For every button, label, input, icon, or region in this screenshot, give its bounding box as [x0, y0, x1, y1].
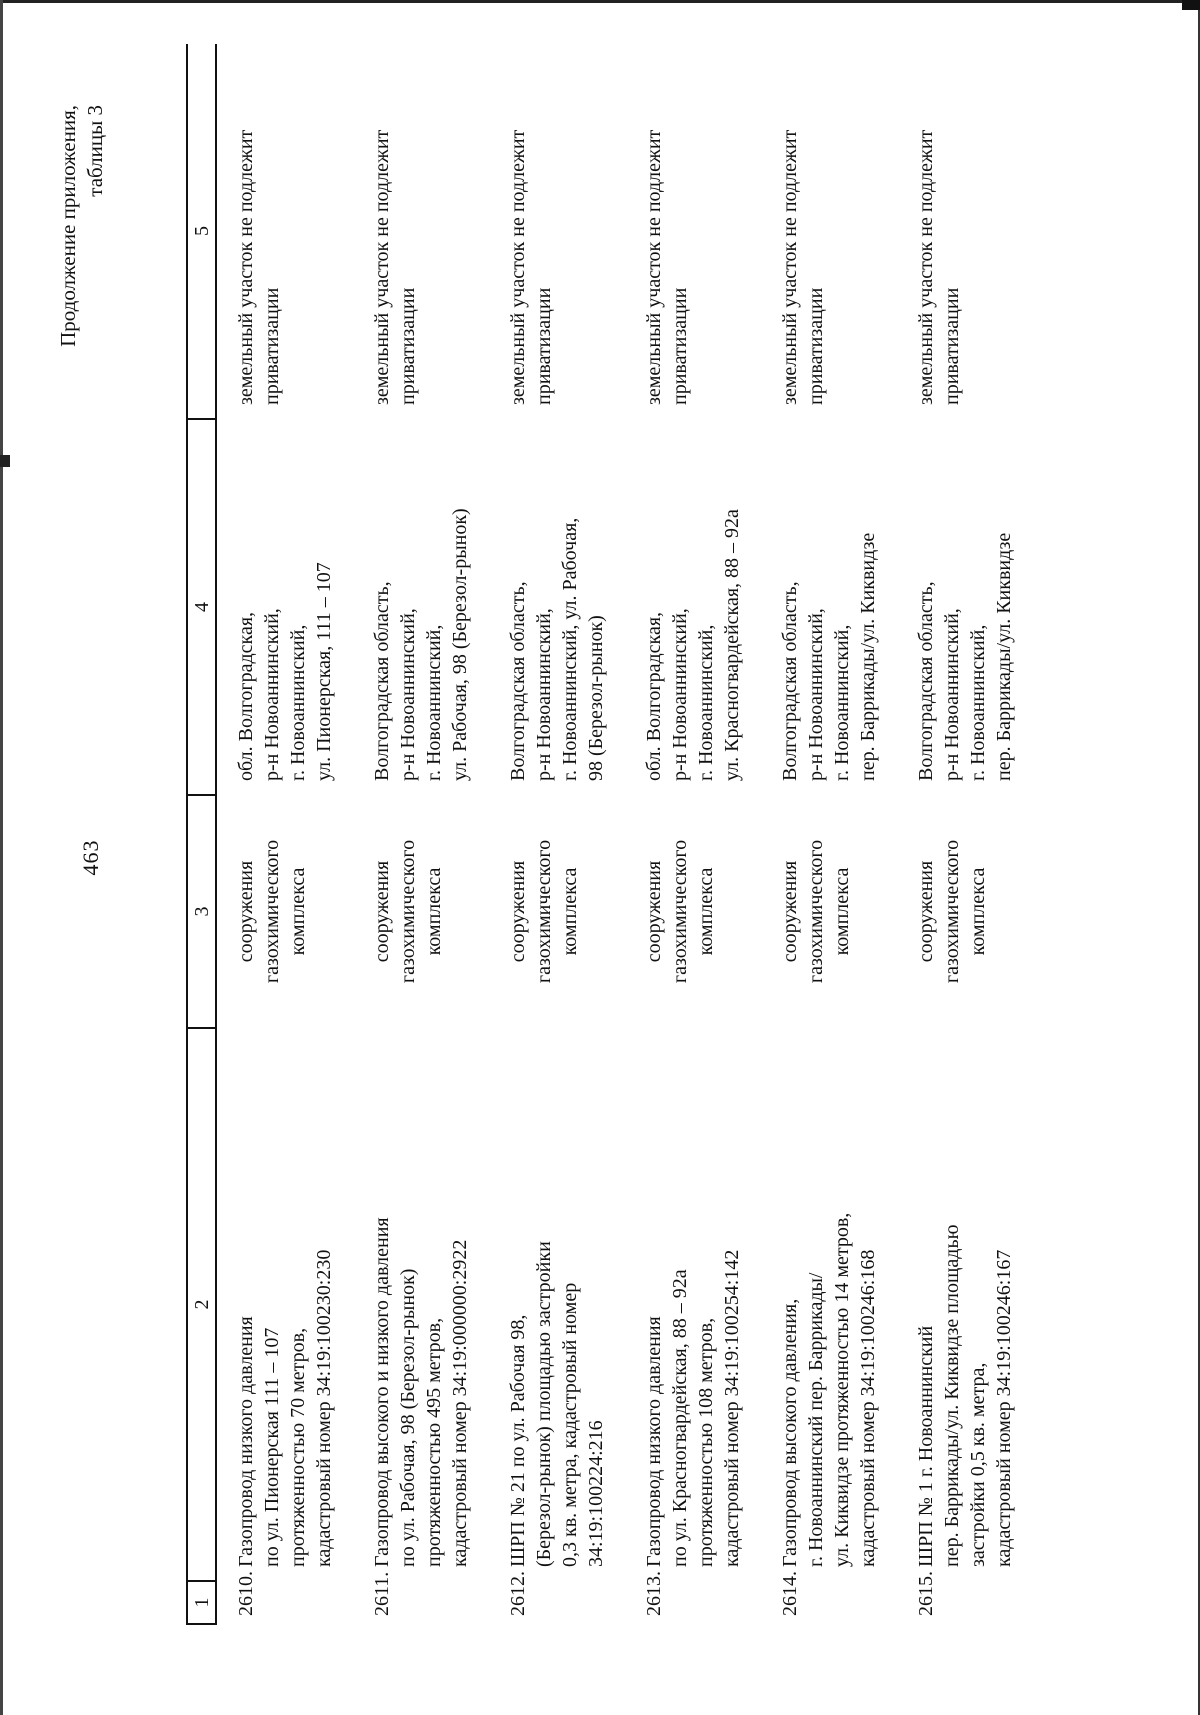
note-line: земельный участок не подлежит: [779, 129, 801, 405]
object-name-line: Газопровод низкого давления: [643, 1316, 665, 1567]
address-line: р-н Новоаннинский,: [397, 608, 419, 781]
table-row: [216, 44, 353, 1624]
address-line: г. Новоаннинский,: [831, 624, 853, 781]
object-name-line: Газопровод низкого давления: [235, 1316, 257, 1567]
object-kind-line: газохимического: [805, 839, 827, 984]
note-cell: [897, 44, 1033, 419]
note-line: приватизации: [397, 287, 419, 405]
object-kind-line: комплекса: [287, 867, 309, 956]
object-name-line: г. Новоаннинский пер. Баррикады/: [805, 1272, 827, 1567]
object-name-line: ШРП № 1 г. Новоаннинский: [915, 1325, 937, 1567]
object-name-line: застройки 0,5 кв. метра,: [967, 1362, 989, 1567]
address-line: пер. Баррикады/ул. Киквидзе: [993, 532, 1015, 781]
object-kind-line: комплекса: [967, 867, 989, 956]
object-name-line: кадастровый номер 34:19:000000:2922: [449, 1239, 471, 1567]
address-line: г. Новоаннинский,: [967, 624, 989, 781]
note-cell: [625, 44, 761, 419]
address-line: р-н Новоаннинский,: [533, 608, 555, 781]
address-line: г. Новоаннинский, ул. Рабочая,: [559, 517, 581, 781]
note-cell: [489, 44, 625, 419]
object-kind-cell: [216, 795, 353, 1028]
address-line: Волгоградская область,: [371, 581, 393, 781]
table-row: [761, 44, 897, 1624]
object-name-cell: [353, 1028, 489, 1581]
address-line: ул. Рабочая, 98 (Березол-рынок): [449, 508, 471, 781]
object-name-cell: [625, 1028, 761, 1581]
note-line: земельный участок не подлежит: [507, 129, 529, 405]
column-header-1: 1: [187, 1581, 216, 1624]
address-line: р-н Новоаннинский,: [805, 608, 827, 781]
address-line: г. Новоаннинский,: [423, 624, 445, 781]
object-kind-line: комплекса: [831, 867, 853, 956]
address-cell: [761, 419, 897, 795]
object-kind-line: сооружения: [915, 860, 937, 963]
object-kind-line: сооружения: [371, 860, 393, 963]
address-line: г. Новоаннинский,: [287, 624, 309, 781]
note-line: земельный участок не подлежит: [643, 129, 665, 405]
address-cell: [625, 419, 761, 795]
page-number: 463: [78, 839, 103, 876]
row-number: 2612.: [507, 1571, 529, 1616]
address-line: р-н Новоаннинский,: [261, 608, 283, 781]
object-kind-line: комплекса: [423, 867, 445, 956]
object-name-cell: [489, 1028, 625, 1581]
address-line: р-н Новоаннинский,: [669, 608, 691, 781]
object-name-line: по ул. Красногвардейская, 88 – 92а: [669, 1269, 691, 1567]
note-cell: [216, 44, 353, 419]
object-name-line: Газопровод высокого давления,: [779, 1298, 801, 1567]
address-line: р-н Новоаннинский,: [941, 608, 963, 781]
note-line: приватизации: [261, 287, 283, 405]
column-header-3: 3: [187, 795, 216, 1028]
note-cell: [353, 44, 489, 419]
continuation-line-2: таблицы 3: [83, 105, 107, 197]
object-name-line: кадастровый номер 34:19:100230:230: [313, 1249, 335, 1567]
address-line: ул. Пионерская, 111 – 107: [313, 562, 335, 781]
column-number-row: [187, 44, 216, 1624]
object-kind-cell: [489, 795, 625, 1028]
object-name-line: ШРП № 21 по ул. Рабочая 98,: [507, 1314, 529, 1567]
object-name-line: по ул. Пионерская 111 – 107: [261, 1327, 283, 1567]
object-name-line: (Березол-рынок) площадью застройки: [533, 1241, 555, 1567]
address-line: ул. Красногвардейская, 88 – 92а: [721, 509, 743, 781]
object-name-line: кадастровый номер 34:19:100254:142: [721, 1249, 743, 1567]
note-line: земельный участок не подлежит: [371, 129, 393, 405]
object-name-line: по ул. Рабочая, 98 (Березол-рынок): [397, 1268, 419, 1567]
object-name-cell: [897, 1028, 1033, 1581]
address-line: обл. Волгоградская,: [643, 611, 665, 781]
table-row: [489, 44, 625, 1624]
object-kind-line: сооружения: [507, 860, 529, 963]
object-kind-line: газохимического: [669, 839, 691, 984]
address-line: Волгоградская область,: [507, 581, 529, 781]
note-line: приватизации: [669, 287, 691, 405]
object-kind-cell: [761, 795, 897, 1028]
address-cell: [489, 419, 625, 795]
continuation-line-1: Продолжение приложения,: [56, 105, 80, 347]
row-number: 2610.: [235, 1571, 257, 1616]
column-header-4: 4: [187, 419, 216, 795]
object-kind-line: комплекса: [559, 867, 581, 956]
row-number: 2611.: [371, 1571, 393, 1616]
object-name-line: кадастровый номер 34:19:100246:168: [857, 1249, 879, 1567]
object-kind-line: газохимического: [941, 839, 963, 984]
note-line: приватизации: [533, 287, 555, 405]
address-line: Волгоградская область,: [779, 581, 801, 781]
object-kind-line: газохимического: [397, 839, 419, 984]
address-cell: [353, 419, 489, 795]
table-row: [897, 44, 1033, 1624]
note-line: земельный участок не подлежит: [235, 129, 257, 405]
object-kind-line: сооружения: [235, 860, 257, 963]
address-line: пер. Баррикады/ул. Киквидзе: [857, 532, 879, 781]
note-cell: [761, 44, 897, 419]
address-line: 98 (Березол-рынок): [585, 615, 607, 781]
note-line: земельный участок не подлежит: [915, 129, 937, 405]
address-cell: [216, 419, 353, 795]
note-line: приватизации: [805, 287, 827, 405]
object-kind-cell: [353, 795, 489, 1028]
address-line: г. Новоаннинский,: [695, 624, 717, 781]
object-name-line: протяженностью 70 метров,: [287, 1327, 309, 1567]
address-line: обл. Волгоградская,: [235, 611, 257, 781]
object-kind-line: сооружения: [643, 860, 665, 963]
object-name-line: ул. Киквидзе протяженностью 14 метров,: [831, 1212, 853, 1567]
row-number: 2614.: [779, 1571, 801, 1616]
object-name-cell: [216, 1028, 353, 1581]
object-name-line: пер. Баррикады/ул. Киквидзе площадью: [941, 1224, 963, 1567]
address-cell: [897, 419, 1033, 795]
object-name-line: 34:19:100224:216: [585, 1420, 607, 1567]
object-kind-line: сооружения: [779, 860, 801, 963]
note-line: приватизации: [941, 287, 963, 405]
object-name-line: кадастровый номер 34:19:100246:167: [993, 1249, 1015, 1567]
registry-table: [186, 44, 1033, 1625]
object-kind-cell: [897, 795, 1033, 1028]
object-kind-line: газохимического: [533, 839, 555, 984]
object-name-line: 0,3 кв. метра, кадастровый номер: [559, 1282, 581, 1567]
object-name-cell: [761, 1028, 897, 1581]
continuation-caption: [55, 105, 109, 525]
table-row: [353, 44, 489, 1624]
object-kind-cell: [625, 795, 761, 1028]
object-name-line: протяженностью 495 метров,: [423, 1317, 445, 1567]
object-kind-line: газохимического: [261, 839, 283, 984]
object-kind-line: комплекса: [695, 867, 717, 956]
table-row: [625, 44, 761, 1624]
row-number: 2615.: [915, 1571, 937, 1616]
row-number: 2613.: [643, 1571, 665, 1616]
object-name-line: Газопровод высокого и низкого давления: [371, 1217, 393, 1567]
column-header-2: 2: [187, 1028, 216, 1581]
address-line: Волгоградская область,: [915, 581, 937, 781]
column-header-5: 5: [187, 44, 216, 419]
object-name-line: протяженностью 108 метров,: [695, 1317, 717, 1567]
